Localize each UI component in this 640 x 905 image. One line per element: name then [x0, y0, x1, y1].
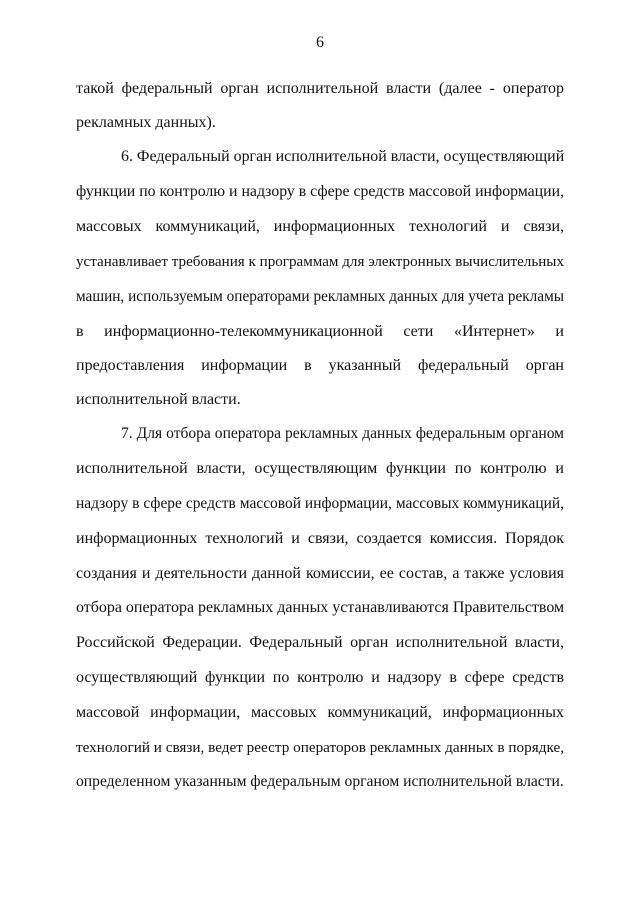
text-line: устанавливает требования к программам для электронных вычислительных — [76, 254, 564, 270]
text-line: технологий и связи, ведет реестр операторов рекламных данных в порядке, — [76, 739, 564, 756]
text-line: исполнительной власти. — [76, 391, 241, 408]
text-line: 6. Федеральный орган исполнительной власти, осуществляющий — [121, 148, 565, 165]
text-line: информационных технологий и связи, создается комиссия. Порядок — [76, 530, 564, 547]
page-number: 6 — [316, 34, 324, 51]
text-line: такой федеральный орган исполнительной власти (далее - оператор — [76, 80, 564, 97]
text-line: создания и деятельности данной комиссии, ее состав, а также условия — [76, 565, 564, 582]
text-line: массовой информации, массовых коммуникаций, информационных — [76, 704, 564, 721]
text-line: надзору в сфере средств массовой информации, массовых коммуникаций, — [76, 495, 564, 512]
text-line: отбора оператора рекламных данных устанавливаются Правительством — [76, 599, 565, 616]
text-line: в информационно-телекоммуникационной сети «Интернет» и — [76, 323, 564, 340]
text-line: 7. Для отбора оператора рекламных данных федеральным органом — [121, 425, 564, 442]
text-line: предоставления информации в указанный федеральный орган — [76, 357, 564, 374]
text-line: определенном указанным федеральным органом исполнительной власти. — [76, 773, 564, 790]
text-line: Российской Федерации. Федеральный орган исполнительной власти, — [76, 634, 564, 651]
text-line: исполнительной власти, осуществляющим функции по контролю и — [76, 460, 564, 477]
text-line: рекламных данных). — [76, 114, 216, 131]
text-line: осуществляющий функции по контролю и надзору в сфере средств — [76, 669, 564, 686]
text-line: массовых коммуникаций, информационных технологий и связи, — [76, 218, 564, 235]
text-line: машин, используемым операторами рекламных данных для учета рекламы — [76, 288, 564, 305]
text-line: функции по контролю и надзору в сфере средств массовой информации, — [76, 183, 564, 200]
